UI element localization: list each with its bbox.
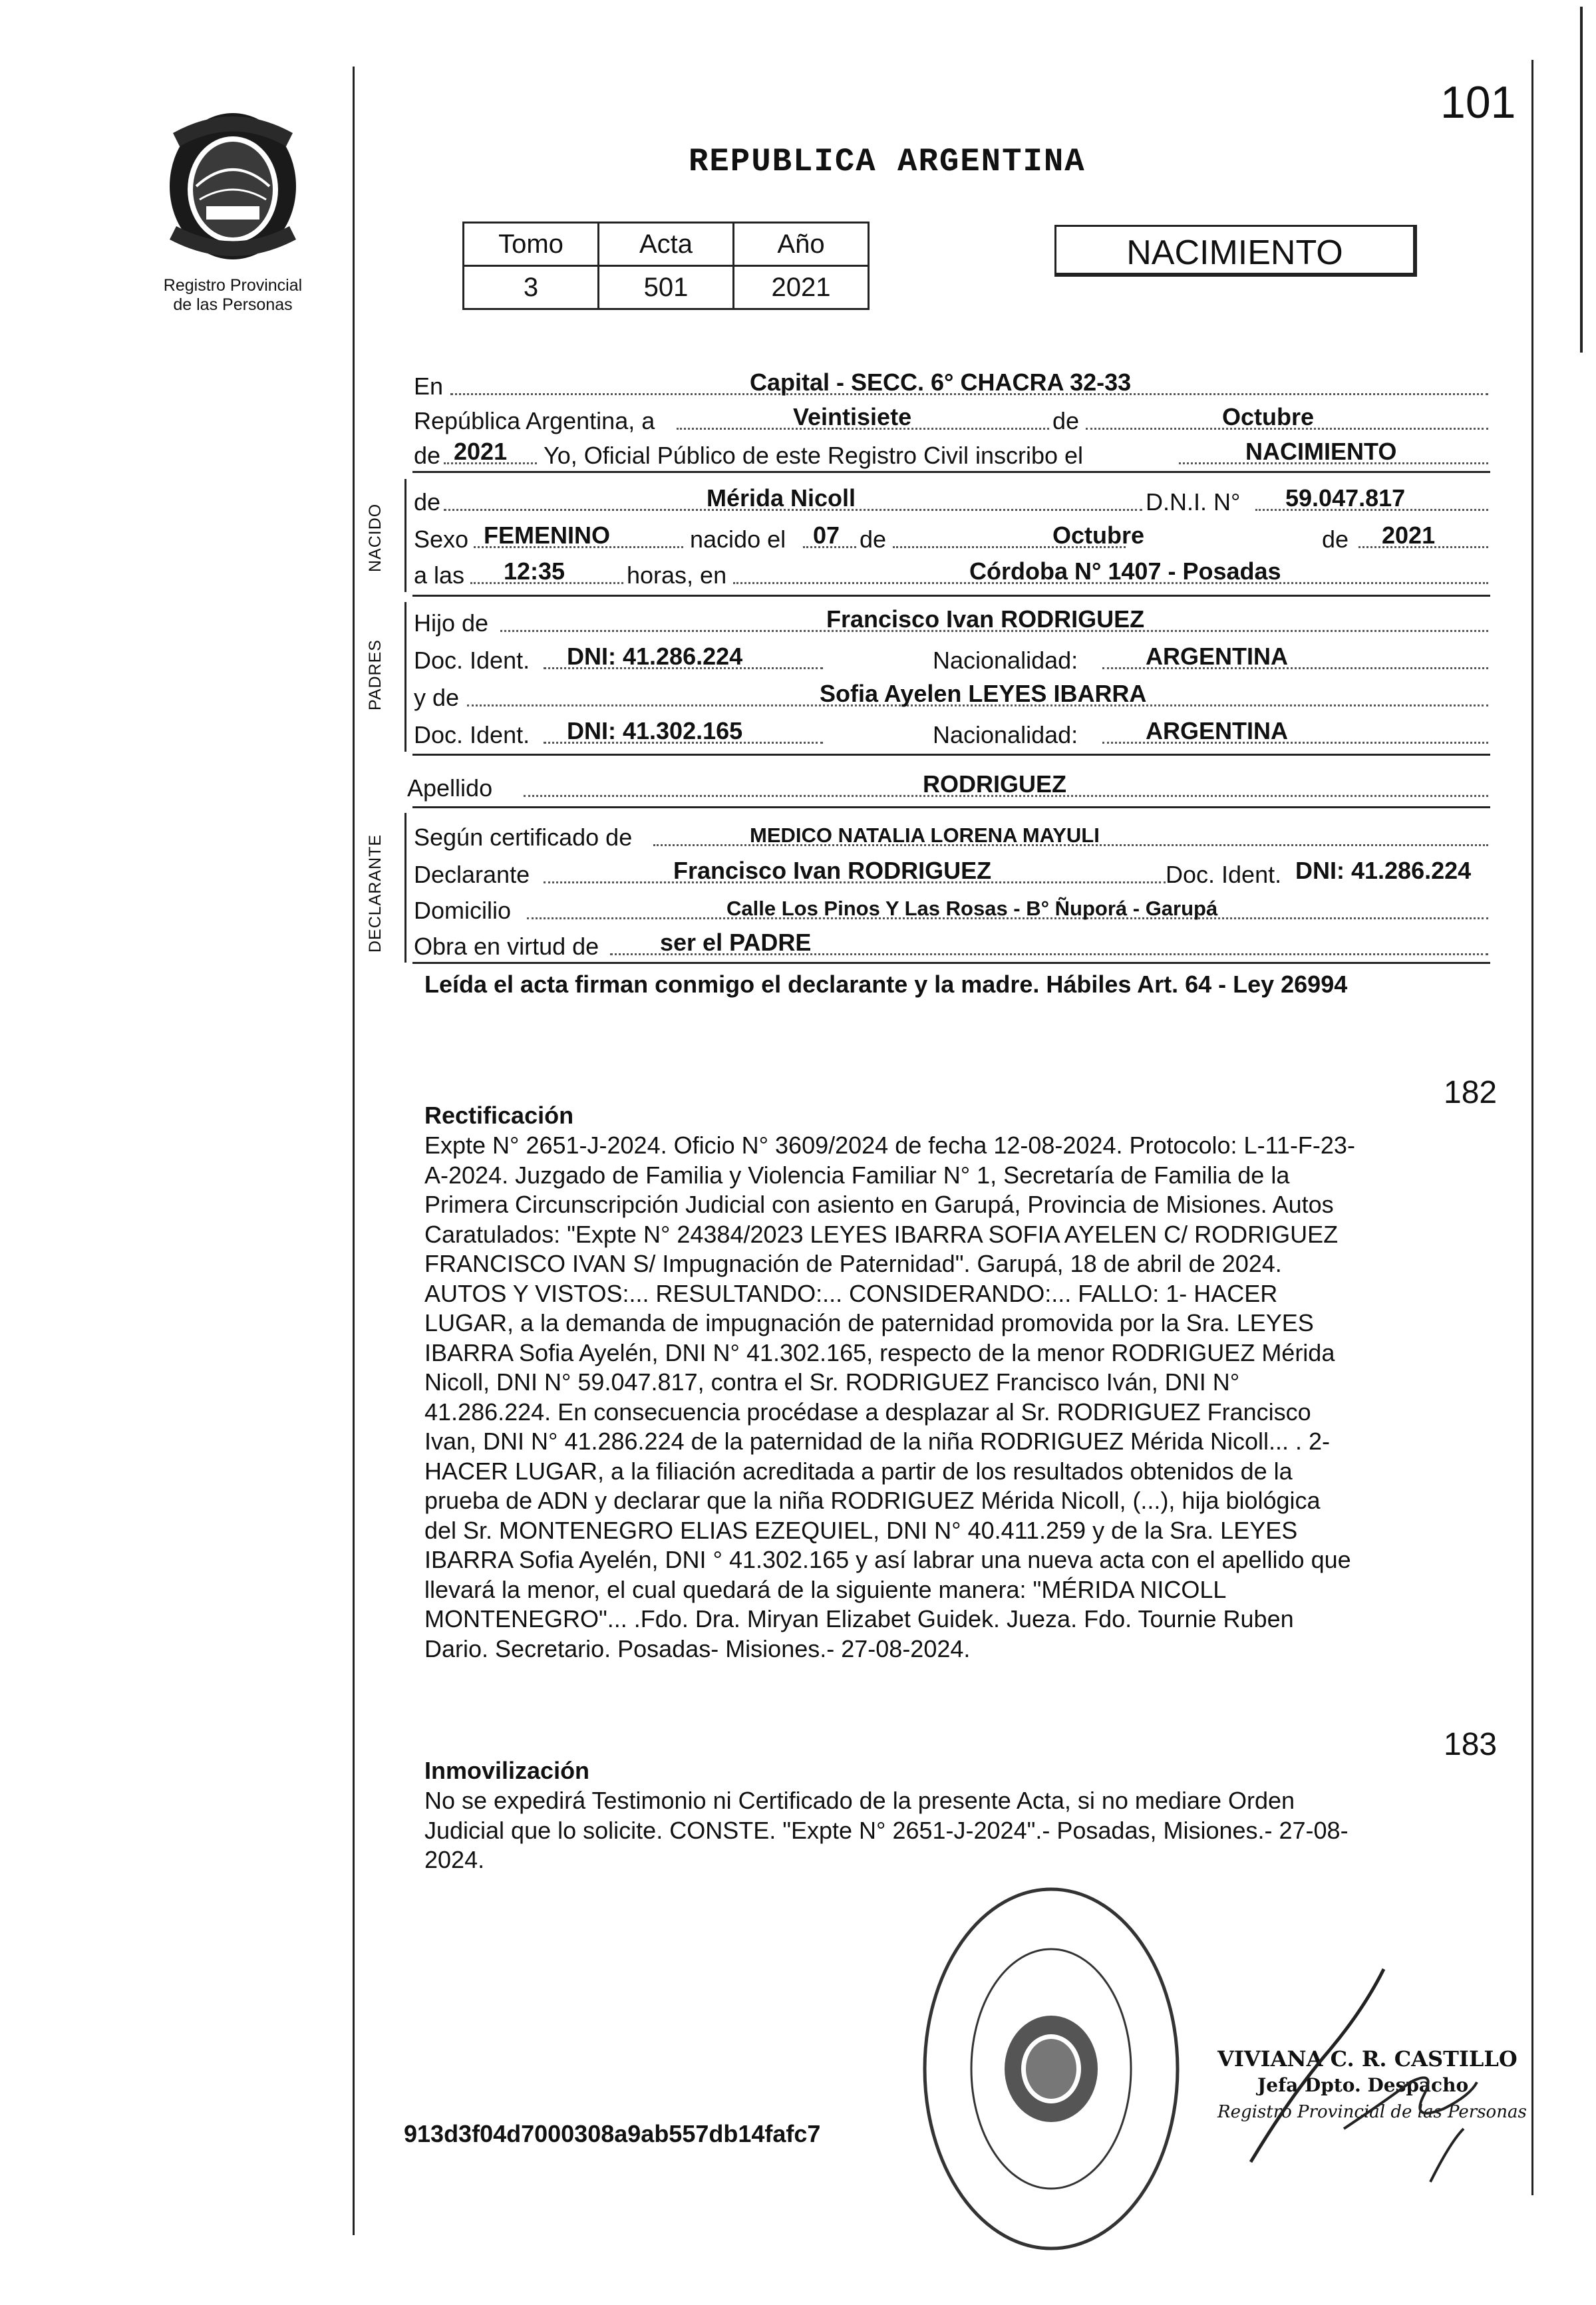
right-margin-line <box>1531 60 1533 2195</box>
folio-number: 101 <box>1440 77 1516 128</box>
record-type-box: NACIMIENTO <box>1054 225 1417 277</box>
right-edge-line <box>1580 7 1583 353</box>
declarante-label: Declarante <box>414 861 530 888</box>
anio-header: Año <box>734 223 869 266</box>
tomo-header: Tomo <box>464 223 599 266</box>
lugar-value: Capital - SECC. 6° CHACRA 32-33 <box>750 369 1132 396</box>
dia-nacimiento-value: 07 <box>813 522 840 549</box>
document-hash: 913d3f04d7000308a9ab557db14fafc7 <box>404 2120 821 2147</box>
declarante-section-label: DECLARANTE <box>366 834 385 953</box>
stamp-line-2: Jefa Dpto. Despacho <box>1257 2074 1469 2096</box>
row-fecha-acta <box>414 399 1488 435</box>
nacido-section-label: NACIDO <box>366 503 385 572</box>
row-madre <box>414 676 1488 712</box>
madre-doc-value: DNI: 41.302.165 <box>567 717 743 744</box>
dni-value: 59.047.817 <box>1285 484 1406 512</box>
row-madre-doc <box>414 713 1488 749</box>
row-sexo <box>414 518 1488 553</box>
anio-nacimiento-value: 2021 <box>1382 522 1436 549</box>
hora-value: 12:35 <box>504 557 565 585</box>
row-padre-doc <box>414 639 1488 675</box>
separator-line <box>412 595 1490 597</box>
sexo-value: FEMENINO <box>484 522 611 549</box>
padre-nacionalidad-value: ARGENTINA <box>1146 643 1288 670</box>
de-nombre-label: de <box>414 488 441 516</box>
row-apellido <box>407 766 1488 802</box>
tomo-acta-anio-table <box>462 222 870 310</box>
row-lugar <box>414 365 1488 400</box>
y-de-label: y de <box>414 684 460 711</box>
certificado-value: MEDICO NATALIA LORENA MAYULI <box>750 824 1100 847</box>
domicilio-value: Calle Los Pinos Y Las Rosas - B° Ñuporá - Garupá <box>726 897 1218 920</box>
hijo-de-label: Hijo de <box>414 609 489 637</box>
row-certificado <box>414 816 1488 851</box>
padre-nacionalidad-label: Nacionalidad: <box>933 647 1078 674</box>
row-padre <box>414 601 1488 637</box>
republica-label: República Argentina, a <box>414 407 655 434</box>
madre-doc-label: Doc. Ident. <box>414 721 530 748</box>
nota-183-body: No se expedirá Testimonio ni Certificado de la presente Acta, si no mediare Orden Judicial que lo solicite. CONSTE. "Expte N° 2651-J-2024".- Posadas, Misiones.- 27-08- 2024. <box>424 1787 1349 1873</box>
dni-label: D.N.I. N° <box>1146 488 1241 516</box>
nota-183-title: Inmovilización <box>424 1757 590 1784</box>
obra-label: Obra en virtud de <box>414 933 599 960</box>
nota-183-number: 183 <box>1444 1727 1498 1762</box>
stamp-name: VIVIANA C. R. CASTILLO <box>1217 2046 1517 2072</box>
nacido-el-label: nacido el <box>690 526 786 553</box>
apellido-label: Apellido <box>407 774 493 802</box>
padre-doc-value: DNI: 41.286.224 <box>567 643 743 670</box>
horas-en-label: horas, en <box>627 561 727 589</box>
oficial-text: Yo, Oficial Público de este Registro Civil inscribo el <box>544 442 1084 469</box>
declarante-value: Francisco Ivan RODRIGUEZ <box>673 857 992 884</box>
acta-value: 501 <box>599 266 734 309</box>
padre-doc-label: Doc. Ident. <box>414 647 530 674</box>
madre-nacionalidad-value: ARGENTINA <box>1146 717 1288 744</box>
leida-acta-text: Leída el acta firman conmigo el declarante y la madre. Hábiles Art. 64 - Ley 26994 <box>424 971 1348 998</box>
official-seal-icon <box>911 1869 1191 2268</box>
apellido-value: RODRIGUEZ <box>923 770 1066 798</box>
padres-section-label: PADRES <box>366 639 385 710</box>
separator-line <box>412 962 1490 964</box>
logo-caption: Registro Provincial de las Personas <box>163 276 303 314</box>
de-label: de <box>1052 407 1080 434</box>
row-hora-lugar <box>414 553 1488 589</box>
row-domicilio <box>414 889 1488 925</box>
anio-value: 2021 <box>734 266 869 309</box>
nota-182-title: Rectificación <box>424 1102 574 1129</box>
obra-value: ser el PADRE <box>660 929 812 956</box>
handwritten-signature-icon <box>1211 1929 1523 2195</box>
separator-line <box>412 806 1490 808</box>
tipo-inscripcion-value: NACIMIENTO <box>1245 438 1397 465</box>
stamp-line-3: Registro Provincial de las Personas <box>1217 2102 1527 2122</box>
de-anio-label: de <box>1322 526 1349 553</box>
nota-182-number: 182 <box>1444 1075 1498 1110</box>
madre-nacionalidad-label: Nacionalidad: <box>933 721 1078 748</box>
row-oficial <box>414 434 1488 470</box>
anio-acta-value: 2021 <box>454 438 508 465</box>
mes-nacimiento-value: Octubre <box>1052 522 1145 549</box>
sexo-label: Sexo <box>414 526 469 553</box>
declarante-bracket <box>404 813 406 963</box>
row-obra <box>414 925 1488 961</box>
row-nombre <box>414 480 1488 516</box>
separator-line <box>412 471 1490 473</box>
tomo-value: 3 <box>464 266 599 309</box>
padres-bracket <box>404 602 406 752</box>
nombre-value: Mérida Nicoll <box>707 484 856 512</box>
provincia-misiones-crest-icon <box>160 106 306 279</box>
mes-value: Octubre <box>1222 403 1315 430</box>
domicilio-label: Domicilio <box>414 897 512 924</box>
padre-nombre-value: Francisco Ivan RODRIGUEZ <box>826 605 1145 633</box>
nota-182-body: Expte N° 2651-J-2024. Oficio N° 3609/2024 de fecha 12-08-2024. Protocolo: L-11-F-23- A-2024. Juzgado de Familia y Violencia Familiar N° 1, Secretaría de Familia de la Primera Circunscripción Judicial con asiento en Garupá, Provincia de Misiones. Autos Caratulados: "Expte N° 24384/2023 LEYES IBARRA SOFIA AYELEN C/ RODRIGUEZ FRANCISCO IVAN S/ Impugnación de Paternidad". Garupá, 18 de abril de 2024. AUTOS Y VISTOS:... RESULTANDO:... CONSIDERANDO:... FALLO: 1- HACER LUGAR, a la demanda de impugnación de paternidad promovida por la Sra. LEYES IBARRA Sofia Ayelén, DNI N° 41.302.165, respecto de la menor RODRIGUEZ Mérida Nicoll, DNI N° 59.047.817, contra el Sr. RODRIGUEZ Francisco Iván, DNI N° 41.286.224. En consecuencia procédase a desplazar al Sr. RODRIGUEZ Francisco Ivan, DNI N° 41.286.224 de la paternidad de la niña RODRIGUEZ Mérida Nicoll... . 2- HACER LUGAR, a la filiación acreditada a partir de los resultados obtenidos de la prueba de ADN y declarar que la niña RODRIGUEZ Mérida Nicoll, (...), hija biológica del Sr. MONTENEGRO ELIAS EZEQUIEL, DNI N° 40.411.259 y de la Sra. LEYES IBARRA Sofia Ayelén, DNI ° 41.302.165 y así labrar una nueva acta con el apellido que llevará la menor, el cual quedará de la siguiente manera: "MÉRIDA NICOLL MONTENEGRO"... .Fdo. Dra. Miryan Elizabet Guidek. Jueza. Fdo. Tournie Ruben Dario. Secretario. Posadas- Misiones.- 27-08-2024. <box>424 1132 1355 1662</box>
lugar-nacimiento-value: Córdoba N° 1407 - Posadas <box>969 557 1281 585</box>
dia-value: Veintisiete <box>793 403 912 430</box>
de-mes-label: de <box>860 526 887 553</box>
acta-header: Acta <box>599 223 734 266</box>
declarante-doc-value: DNI: 41.286.224 <box>1295 857 1472 884</box>
de2-label: de <box>414 442 441 469</box>
madre-nombre-value: Sofia Ayelen LEYES IBARRA <box>820 680 1147 707</box>
nacido-bracket <box>404 479 406 592</box>
document-country-title: REPUBLICA ARGENTINA <box>689 143 1086 180</box>
en-label: En <box>414 373 444 400</box>
separator-line <box>412 754 1490 756</box>
certificado-label: Según certificado de <box>414 824 633 851</box>
left-margin-line <box>353 67 355 2235</box>
a-las-label: a las <box>414 561 465 589</box>
declarante-doc-label: Doc. Ident. <box>1166 861 1282 888</box>
row-declarante <box>414 853 1488 889</box>
